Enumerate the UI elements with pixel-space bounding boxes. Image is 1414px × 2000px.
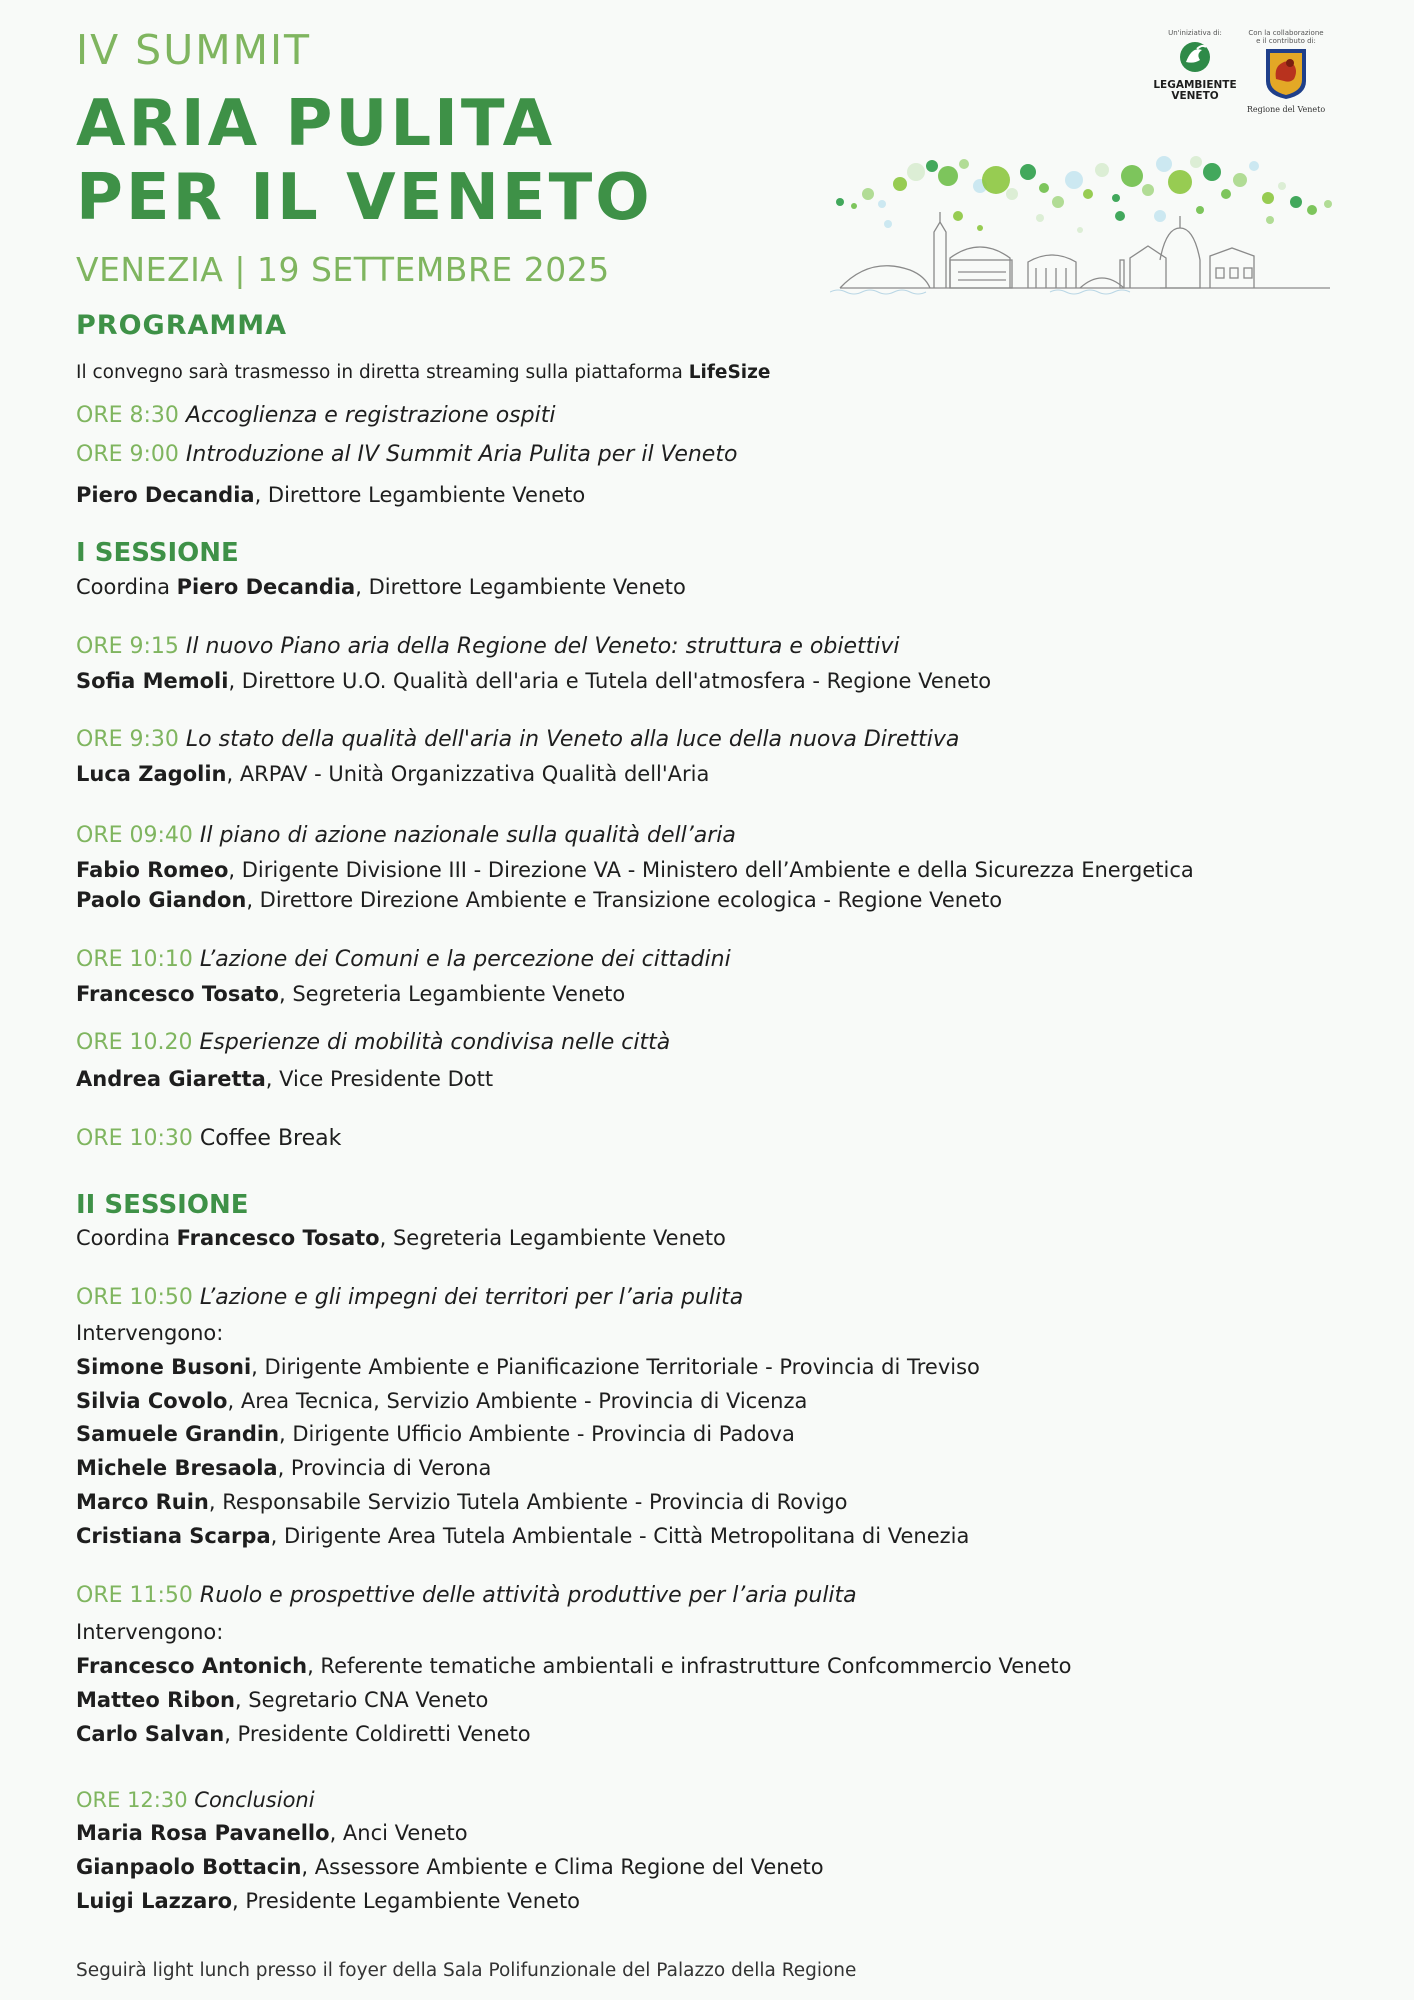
bubble-dot (938, 166, 958, 186)
speaker: Samuele Grandin, Dirigente Ufficio Ambiente - Provincia di Padova (76, 1422, 795, 1446)
speaker: Simone Busoni, Dirigente Ambiente e Pianificazione Territoriale - Provincia di Treviso (76, 1355, 980, 1379)
speaker: Cristiana Scarpa, Dirigente Area Tutela Ambientale - Città Metropolitana di Venezia (76, 1524, 970, 1548)
schedule-item: ORE 9:00 Introduzione al IV Summit Aria Pulita per il Veneto (76, 442, 738, 467)
schedule-item: ORE 11:50 Ruolo e prospettive delle attività produttive per l’aria pulita (76, 1583, 857, 1608)
schedule-item: ORE 09:40 Il piano di azione nazionale sulla qualità dell’aria (76, 823, 736, 848)
schedule-item: ORE 10:50 L’azione e gli impegni dei territori per l’aria pulita (76, 1285, 744, 1310)
schedule-item: ORE 9:30 Lo stato della qualità dell'aria in Veneto alla luce della nuova Direttiva (76, 727, 960, 752)
bubble-dot (1112, 194, 1120, 202)
bubble-dot (893, 177, 907, 191)
legambiente-swan-icon (1150, 38, 1240, 76)
bubble-dot (1121, 165, 1143, 187)
bubble-dot (1083, 189, 1093, 199)
regione-veneto-logo: Con la collaborazione e il contributo di: Regione del Veneto (1244, 30, 1328, 114)
lion-of-st-mark-icon (1244, 45, 1328, 101)
bubble-dot (1065, 171, 1083, 189)
bubble-dot (1233, 173, 1247, 187)
speaker: Gianpaolo Bottacin, Assessore Ambiente e Clima Regione del Veneto (76, 1855, 824, 1879)
bubble-dot (977, 225, 983, 231)
title-line-1: ARIA PULITA (76, 87, 556, 161)
speaker: Piero Decandia, Direttore Legambiente Veneto (76, 483, 586, 507)
speaker: Sofia Memoli, Direttore U.O. Qualità dell'aria e Tutela dell'atmosfera - Regione Veneto (76, 669, 992, 693)
bubble-dot (862, 188, 874, 200)
bubble-dot (1168, 170, 1192, 194)
bubble-dot (1266, 216, 1274, 224)
bubble-dot (1142, 184, 1154, 196)
footer-note: Seguirà light lunch presso il foyer della Sala Polifunzionale del Palazzo della Regione (76, 1960, 857, 1981)
streaming-platform: LifeSize (688, 362, 771, 383)
speaker: Francesco Tosato, Segreteria Legambiente Veneto (76, 982, 626, 1006)
bubble-dot (884, 220, 892, 228)
speaker: Marco Ruin, Responsabile Servizio Tutela Ambiente - Provincia di Rovigo (76, 1490, 848, 1514)
bubble-dot (836, 198, 844, 206)
bubble-dot (851, 203, 857, 209)
bubble-dot (1278, 182, 1286, 190)
title-line-2: PER IL VENETO (76, 161, 653, 235)
bubble-dot (1249, 161, 1259, 171)
bubble-dot (959, 159, 969, 169)
session-1-coordinator: Coordina Piero Decandia, Direttore Legambiente Veneto (76, 575, 686, 599)
speaker: Silvia Covolo, Area Tecnica, Servizio Ambiente - Provincia di Vicenza (76, 1389, 808, 1413)
bubble-dot (953, 211, 963, 221)
speaker: Luca Zagolin, ARPAV - Unità Organizzativa Qualità dell'Aria (76, 762, 710, 786)
bubble-dot (1095, 163, 1109, 177)
legambiente-logo: Un'iniziativa di: LEGAMBIENTE VENETO (1150, 30, 1240, 102)
venice-skyline-illustration (830, 148, 1340, 296)
bubble-dot (1115, 211, 1125, 221)
schedule-item: ORE 10:10 L’azione dei Comuni e la percezione dei cittadini (76, 947, 731, 972)
speaker: Maria Rosa Pavanello, Anci Veneto (76, 1821, 468, 1845)
speaker: Matteo Ribon, Segretario CNA Veneto (76, 1688, 489, 1712)
session-2-heading: II SESSIONE (76, 1190, 249, 1220)
speaker: Fabio Romeo, Dirigente Divisione III - Direzione VA - Ministero dell’Ambiente e della Sicurezza Energetica (76, 858, 1194, 882)
bubble-dot (1196, 206, 1204, 214)
bubble-dot (878, 200, 886, 208)
bubble-dot (1156, 156, 1172, 172)
bubble-dot (1052, 196, 1064, 208)
summit-edition: IV SUMMIT (76, 26, 312, 74)
bubble-dot (1020, 164, 1036, 180)
bubble-dot (1262, 192, 1274, 204)
bubble-dot (1290, 196, 1302, 208)
coffee-break-item: ORE 10:30 Coffee Break (76, 1126, 342, 1151)
bubble-dot (1324, 200, 1332, 208)
session-2-coordinator: Coordina Francesco Tosato, Segreteria Legambiente Veneto (76, 1226, 726, 1250)
schedule-item: ORE 10.20 Esperienze di mobilità condivisa nelle città (76, 1030, 671, 1055)
event-dateline: VENEZIA | 19 SETTEMBRE 2025 (76, 250, 610, 289)
bubble-dot (1036, 214, 1044, 222)
bubble-dot (1307, 205, 1317, 215)
speakers-intro: Intervengono: (76, 1620, 224, 1644)
speaker: Luigi Lazzaro, Presidente Legambiente Veneto (76, 1889, 581, 1913)
speaker: Francesco Antonich, Referente tematiche ambientali e infrastrutture Confcommercio Veneto (76, 1654, 1072, 1678)
bubble-dot (1190, 156, 1202, 168)
speakers-intro: Intervengono: (76, 1321, 224, 1345)
bubble-dot (1039, 183, 1049, 193)
speaker: Carlo Salvan, Presidente Coldiretti Veneto (76, 1722, 531, 1746)
streaming-note: Il convegno sarà trasmesso in diretta streaming sulla piattaforma LifeSize (76, 362, 771, 383)
programma-heading: PROGRAMMA (76, 310, 288, 341)
speaker: Andrea Giaretta, Vice Presidente Dott (76, 1067, 494, 1091)
schedule-item: ORE 8:30 Accoglienza e registrazione ospiti (76, 403, 556, 428)
bubble-dot (907, 163, 925, 181)
bubble-dot (1203, 163, 1221, 181)
speaker: Paolo Giandon, Direttore Direzione Ambiente e Transizione ecologica - Regione Veneto (76, 888, 1003, 912)
bubble-dot (982, 166, 1010, 194)
schedule-item: ORE 12:30 Conclusioni (76, 1788, 315, 1812)
session-1-heading: I SESSIONE (76, 538, 239, 568)
speaker: Michele Bresaola, Provincia di Verona (76, 1456, 492, 1480)
bubble-dot (1221, 189, 1231, 199)
schedule-item: ORE 9:15 Il nuovo Piano aria della Regione del Veneto: struttura e obiettivi (76, 634, 900, 659)
bubble-dot (1154, 210, 1166, 222)
bubble-dot (1077, 227, 1083, 233)
bubble-dot (926, 160, 938, 172)
bubble-dot (1006, 188, 1018, 200)
